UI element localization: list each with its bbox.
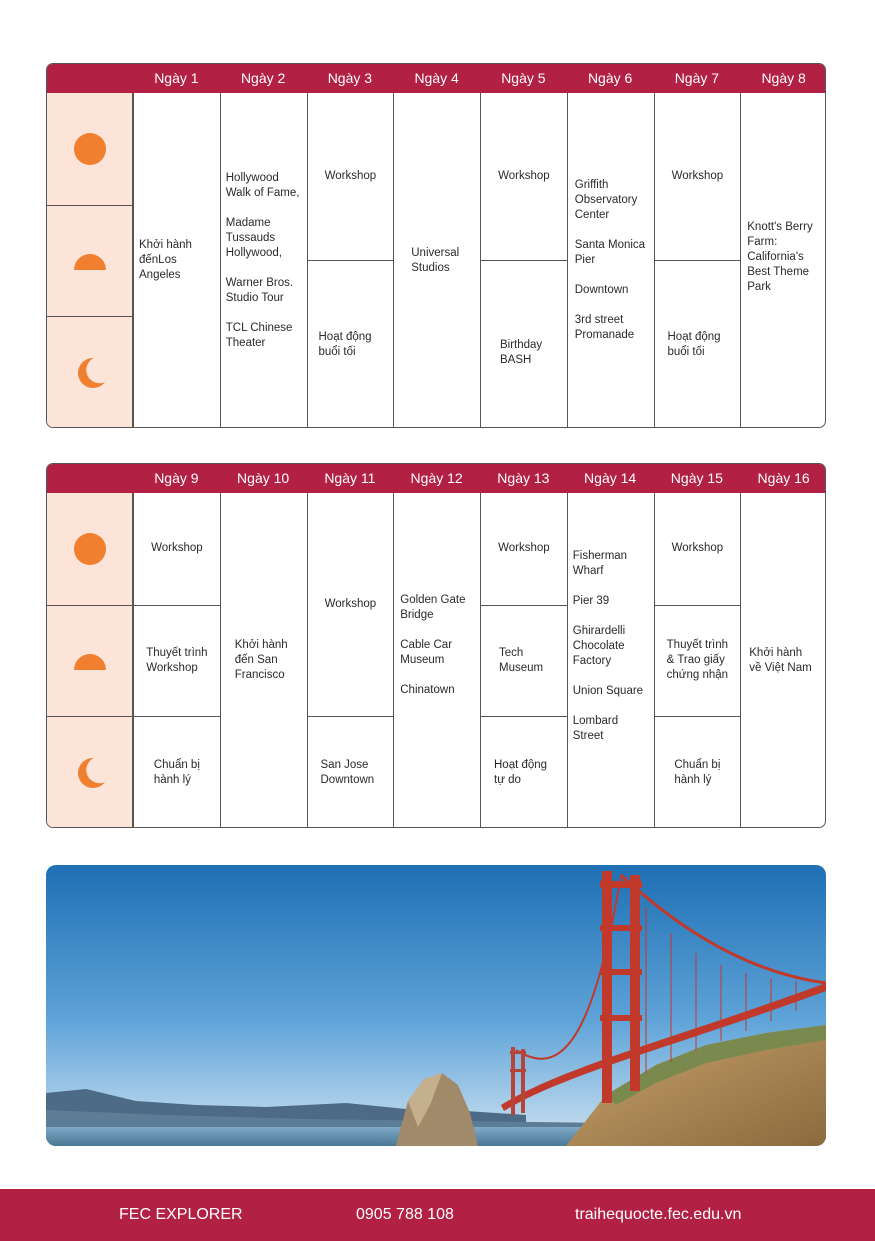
day-9-column bbox=[133, 493, 220, 828]
day-header-9: Ngày 9 bbox=[154, 470, 199, 486]
day-header-13: Ngày 13 bbox=[497, 470, 550, 486]
day-13-evening: Hoạt động tự do bbox=[481, 716, 567, 828]
day-header-5: Ngày 5 bbox=[501, 70, 546, 86]
day-5-column bbox=[480, 93, 567, 428]
day-header-16: Ngày 16 bbox=[757, 470, 810, 486]
day-header-7: Ngày 7 bbox=[674, 70, 720, 86]
half-sun-icon bbox=[73, 651, 107, 671]
day-9-morning: Workshop bbox=[151, 542, 203, 555]
footer-bar bbox=[0, 1189, 875, 1241]
golden-gate-bridge-illustration bbox=[46, 865, 826, 1146]
day-10-activity: Khởi hành đến San Francisco bbox=[234, 639, 288, 681]
day-header-6: Ngày 6 bbox=[587, 70, 633, 86]
day-14-column bbox=[567, 493, 654, 828]
schedule-header-row bbox=[47, 464, 825, 493]
day-header-1: Ngày 1 bbox=[154, 70, 199, 86]
morning-cell bbox=[47, 93, 133, 205]
schedule-table-week-2 bbox=[46, 463, 826, 828]
day-9-afternoon: Thuyết trình Workshop bbox=[134, 605, 220, 717]
afternoon-cell bbox=[47, 205, 133, 317]
time-of-day-column bbox=[47, 493, 133, 828]
day-8-activity: Knott's Berry Farm: California's Best Theme Park bbox=[747, 221, 813, 293]
day-12-column bbox=[393, 493, 480, 828]
day-5-evening: Birthday BASH bbox=[481, 260, 567, 428]
day-15-column bbox=[654, 493, 741, 828]
day-5-morning: Workshop bbox=[498, 170, 550, 182]
day-2-activity: Hollywood Walk of Fame, Madame Tussauds Hollywood, Warner Bros. Studio Tour TCL Chinese Theater bbox=[225, 171, 300, 349]
day-2-column bbox=[220, 93, 307, 428]
day-3-column bbox=[307, 93, 394, 428]
day-header-10: Ngày 10 bbox=[237, 470, 290, 486]
day-16-activity: Khởi hành về Việt Nam bbox=[749, 646, 812, 674]
day-11-evening: San Jose Downtown bbox=[308, 716, 394, 828]
day-11-column bbox=[307, 493, 394, 828]
evening-cell bbox=[47, 716, 133, 828]
half-sun-icon bbox=[73, 251, 107, 271]
evening-cell bbox=[47, 316, 133, 428]
moon-icon bbox=[73, 756, 107, 790]
day-header-3: Ngày 3 bbox=[327, 70, 373, 86]
morning-cell bbox=[47, 493, 133, 605]
sun-icon bbox=[73, 132, 107, 166]
day-7-morning: Workshop bbox=[671, 170, 724, 182]
day-7-column bbox=[654, 93, 741, 428]
time-of-day-column bbox=[47, 93, 133, 428]
day-1-column bbox=[133, 93, 220, 428]
schedule-table-week-1 bbox=[46, 63, 826, 428]
day-15-evening: Chuẩn bị hành lý bbox=[655, 716, 741, 828]
footer-brand: FEC EXPLORER bbox=[119, 1206, 243, 1223]
afternoon-cell bbox=[47, 605, 133, 717]
day-16-column bbox=[740, 493, 826, 828]
day-14-activity: Fisherman Wharf Pier 39 Ghirardelli Chocolate Factory Union Square Lombard Street bbox=[572, 549, 644, 742]
day-header-15: Ngày 15 bbox=[670, 470, 723, 486]
moon-icon bbox=[73, 356, 107, 390]
day-10-column bbox=[220, 493, 307, 828]
schedule-header-row bbox=[47, 64, 825, 93]
day-11-daytime: Workshop bbox=[324, 598, 377, 611]
day-header-11: Ngày 11 bbox=[324, 470, 376, 486]
day-header-12: Ngày 12 bbox=[410, 470, 463, 486]
sun-icon bbox=[73, 532, 107, 566]
day-12-activity: Golden Gate Bridge Cable Car Museum Chinatown bbox=[400, 593, 466, 696]
day-3-evening: Hoạt động buổi tối bbox=[308, 260, 394, 428]
day-7-evening: Hoạt động buổi tối bbox=[655, 260, 741, 428]
day-9-evening: Chuẩn bị hành lý bbox=[134, 716, 220, 828]
day-13-morning: Workshop bbox=[498, 542, 550, 555]
day-13-column bbox=[480, 493, 567, 828]
day-header-4: Ngày 4 bbox=[414, 70, 459, 86]
day-6-column bbox=[567, 93, 654, 428]
day-header-2: Ngày 2 bbox=[240, 70, 286, 86]
day-13-afternoon: Tech Museum bbox=[481, 605, 567, 717]
day-6-activity: Griffith Observatory Center Santa Monica Pier Downtown 3rd street Promanade bbox=[574, 179, 646, 341]
day-15-afternoon: Thuyết trình & Trao giấy chứng nhận bbox=[655, 605, 741, 717]
day-3-morning: Workshop bbox=[324, 170, 377, 182]
day-1-activity: Khởi hành đếnLos Angeles bbox=[139, 239, 192, 281]
day-header-8: Ngày 8 bbox=[761, 70, 806, 86]
day-4-column bbox=[393, 93, 480, 428]
day-15-morning: Workshop bbox=[671, 542, 724, 555]
footer-website-link[interactable]: traihequocte.fec.edu.vn bbox=[575, 1206, 742, 1223]
golden-gate-bridge-photo bbox=[46, 865, 826, 1146]
day-header-14: Ngày 14 bbox=[584, 470, 637, 486]
footer-phone[interactable]: 0905 788 108 bbox=[356, 1206, 454, 1223]
day-4-activity: Universal Studios bbox=[411, 246, 460, 274]
day-8-column bbox=[740, 93, 826, 428]
